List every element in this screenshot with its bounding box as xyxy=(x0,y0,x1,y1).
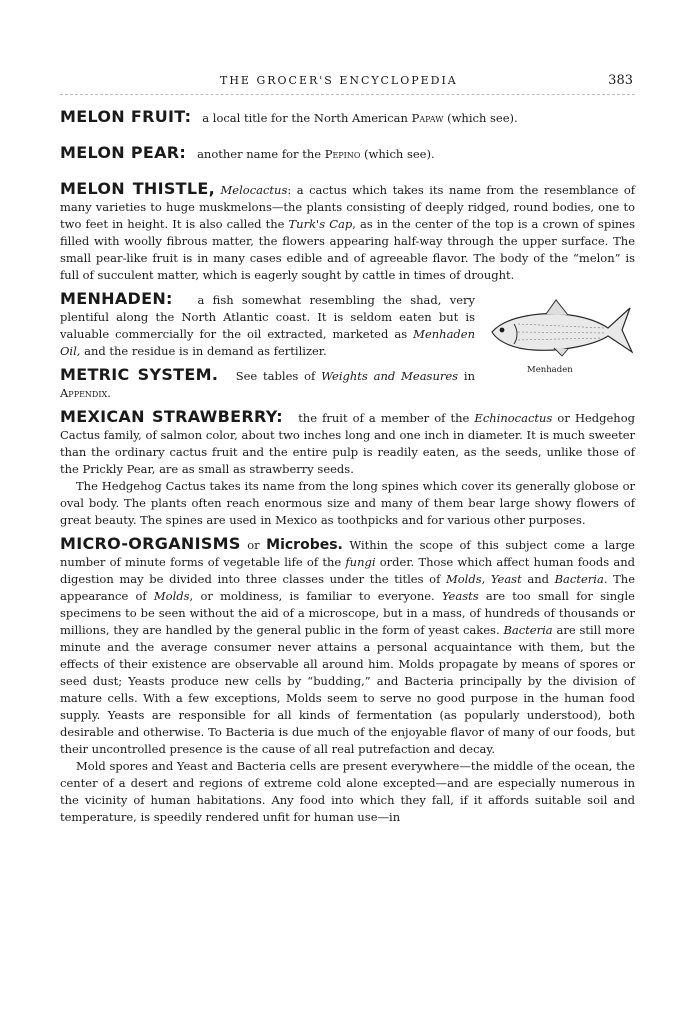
headword: MENHADEN: xyxy=(60,289,173,308)
running-header xyxy=(60,74,635,92)
entry-menhaden: Menhaden MENHADEN: a fish somewhat resembling the shad, very plentiful along the North Atlantic coast. It is seldom eaten but is valuable commercially for the oil extracted, marketed as Menhaden Oil, and the residue is in demand as fertilizer. xyxy=(60,290,635,360)
entry-melon-pear: MELON PEAR: another name for the Pepino (which see). xyxy=(60,143,435,162)
entry-melon-fruit: MELON FRUIT: a local title for the North American Papaw (which see). xyxy=(60,107,518,126)
page-number: 383 xyxy=(608,73,633,88)
menhaden-figure xyxy=(483,294,635,378)
entry-micro-organisms: MICRO-ORGANISMS or Microbes. Within the scope of this subject come a large number of minute forms of vegetable life of the fungi order. Those which affect human foods and digestion may be divided into three classes under the titles of Molds, Yeast and Bacteria. The appearance of Molds, or moldiness, is familiar to everyone. Yeasts are too small for single specimens to be seen without the aid of a microscope, but in a mass, of hundreds of thousands or millions, they are handled by the general public in the form of yeast cakes. Bacteria are still more minute and the average consumer never attains a personal acquaintance with them, but the effects of their existence are observable all around him. Molds propagate by means of spores or seed dust; Yeasts produce new cells by “budding,” and Bacteria principally by the division of mature cells. With a few exceptions, Molds seem to serve no good purpose in the human food supply. Yeasts are responsible for all kinds of fermentation (as popularly understood), both desirable and otherwise. To Bacteria is due much of the enjoyable flavor of many of our foods, but their uncontrolled presence is the cause of all real putrefaction and decay. Mold spores and Yeast and Bacteria cells are present everywhere—the middle of the ocean, the center of a desert and regions of extreme cold alone excepted—and are especially numerous in the vicinity of human habitations. Any food into which they fall, if it affords suitable soil and temperature, is speedily rendered unfit for human use—in xyxy=(60,534,636,824)
cross-reference: Pepino xyxy=(324,147,361,161)
headword: MELON PEAR: xyxy=(60,143,187,162)
headword: MEXICAN STRAWBERRY: xyxy=(60,407,283,426)
headword: MELON THISTLE, xyxy=(60,179,215,198)
headword: MICRO-ORGANISMS xyxy=(60,534,241,553)
menhaden-fish-icon xyxy=(484,294,634,360)
headword: METRIC SYSTEM. xyxy=(60,365,219,384)
latin-name: Melocactus xyxy=(220,183,288,197)
cross-reference: Papaw xyxy=(411,111,444,125)
page xyxy=(60,0,635,1017)
entry-melon-thistle: MELON THISTLE, Melocactus: a cactus which takes its name from the resemblance of many varieties to huge muskmelons—the plants consisting of deeply ridged, round bodies, one to two feet in height. It is also called the Turk's Cap, as in the center of the top is a crown of spines filled with woolly fibrous matter, the flowers appearing half-way through the upper surface. The small pear-like fruit is in many cases edible and of agreeable flavor. The body of the “melon” is full of succulent matter, which is eagerly sought by cattle in times of drought. xyxy=(60,179,636,282)
entry-metric-system: METRIC SYSTEM. See tables of Weights and Measures in Appendix. xyxy=(60,365,476,400)
article-body xyxy=(60,108,635,832)
headword: MELON FRUIT: xyxy=(60,107,192,126)
entry-mexican-strawberry: MEXICAN STRAWBERRY: the fruit of a member of the Echinocactus or Hedgehog Cactus family, of salmon color, about two inches long and one inch in diameter. It is much sweeter than the ordinary cactus fruit and the entire pulp is readily eaten, as the seeds, unlike those of the Prickly Pear, are as small as strawberry seeds. The Hedgehog Cactus takes its name from the long spines which cover its generally globose or oval body. The plants often reach enormous size and many of them bear large showy flowers of great beauty. The spines are used in Mexico as toothpicks and for various other purposes. xyxy=(60,407,635,527)
running-title: THE GROCER'S ENCYCLOPEDIA xyxy=(220,74,458,87)
header-rule xyxy=(60,94,635,95)
figure-caption: Menhaden xyxy=(527,365,573,375)
